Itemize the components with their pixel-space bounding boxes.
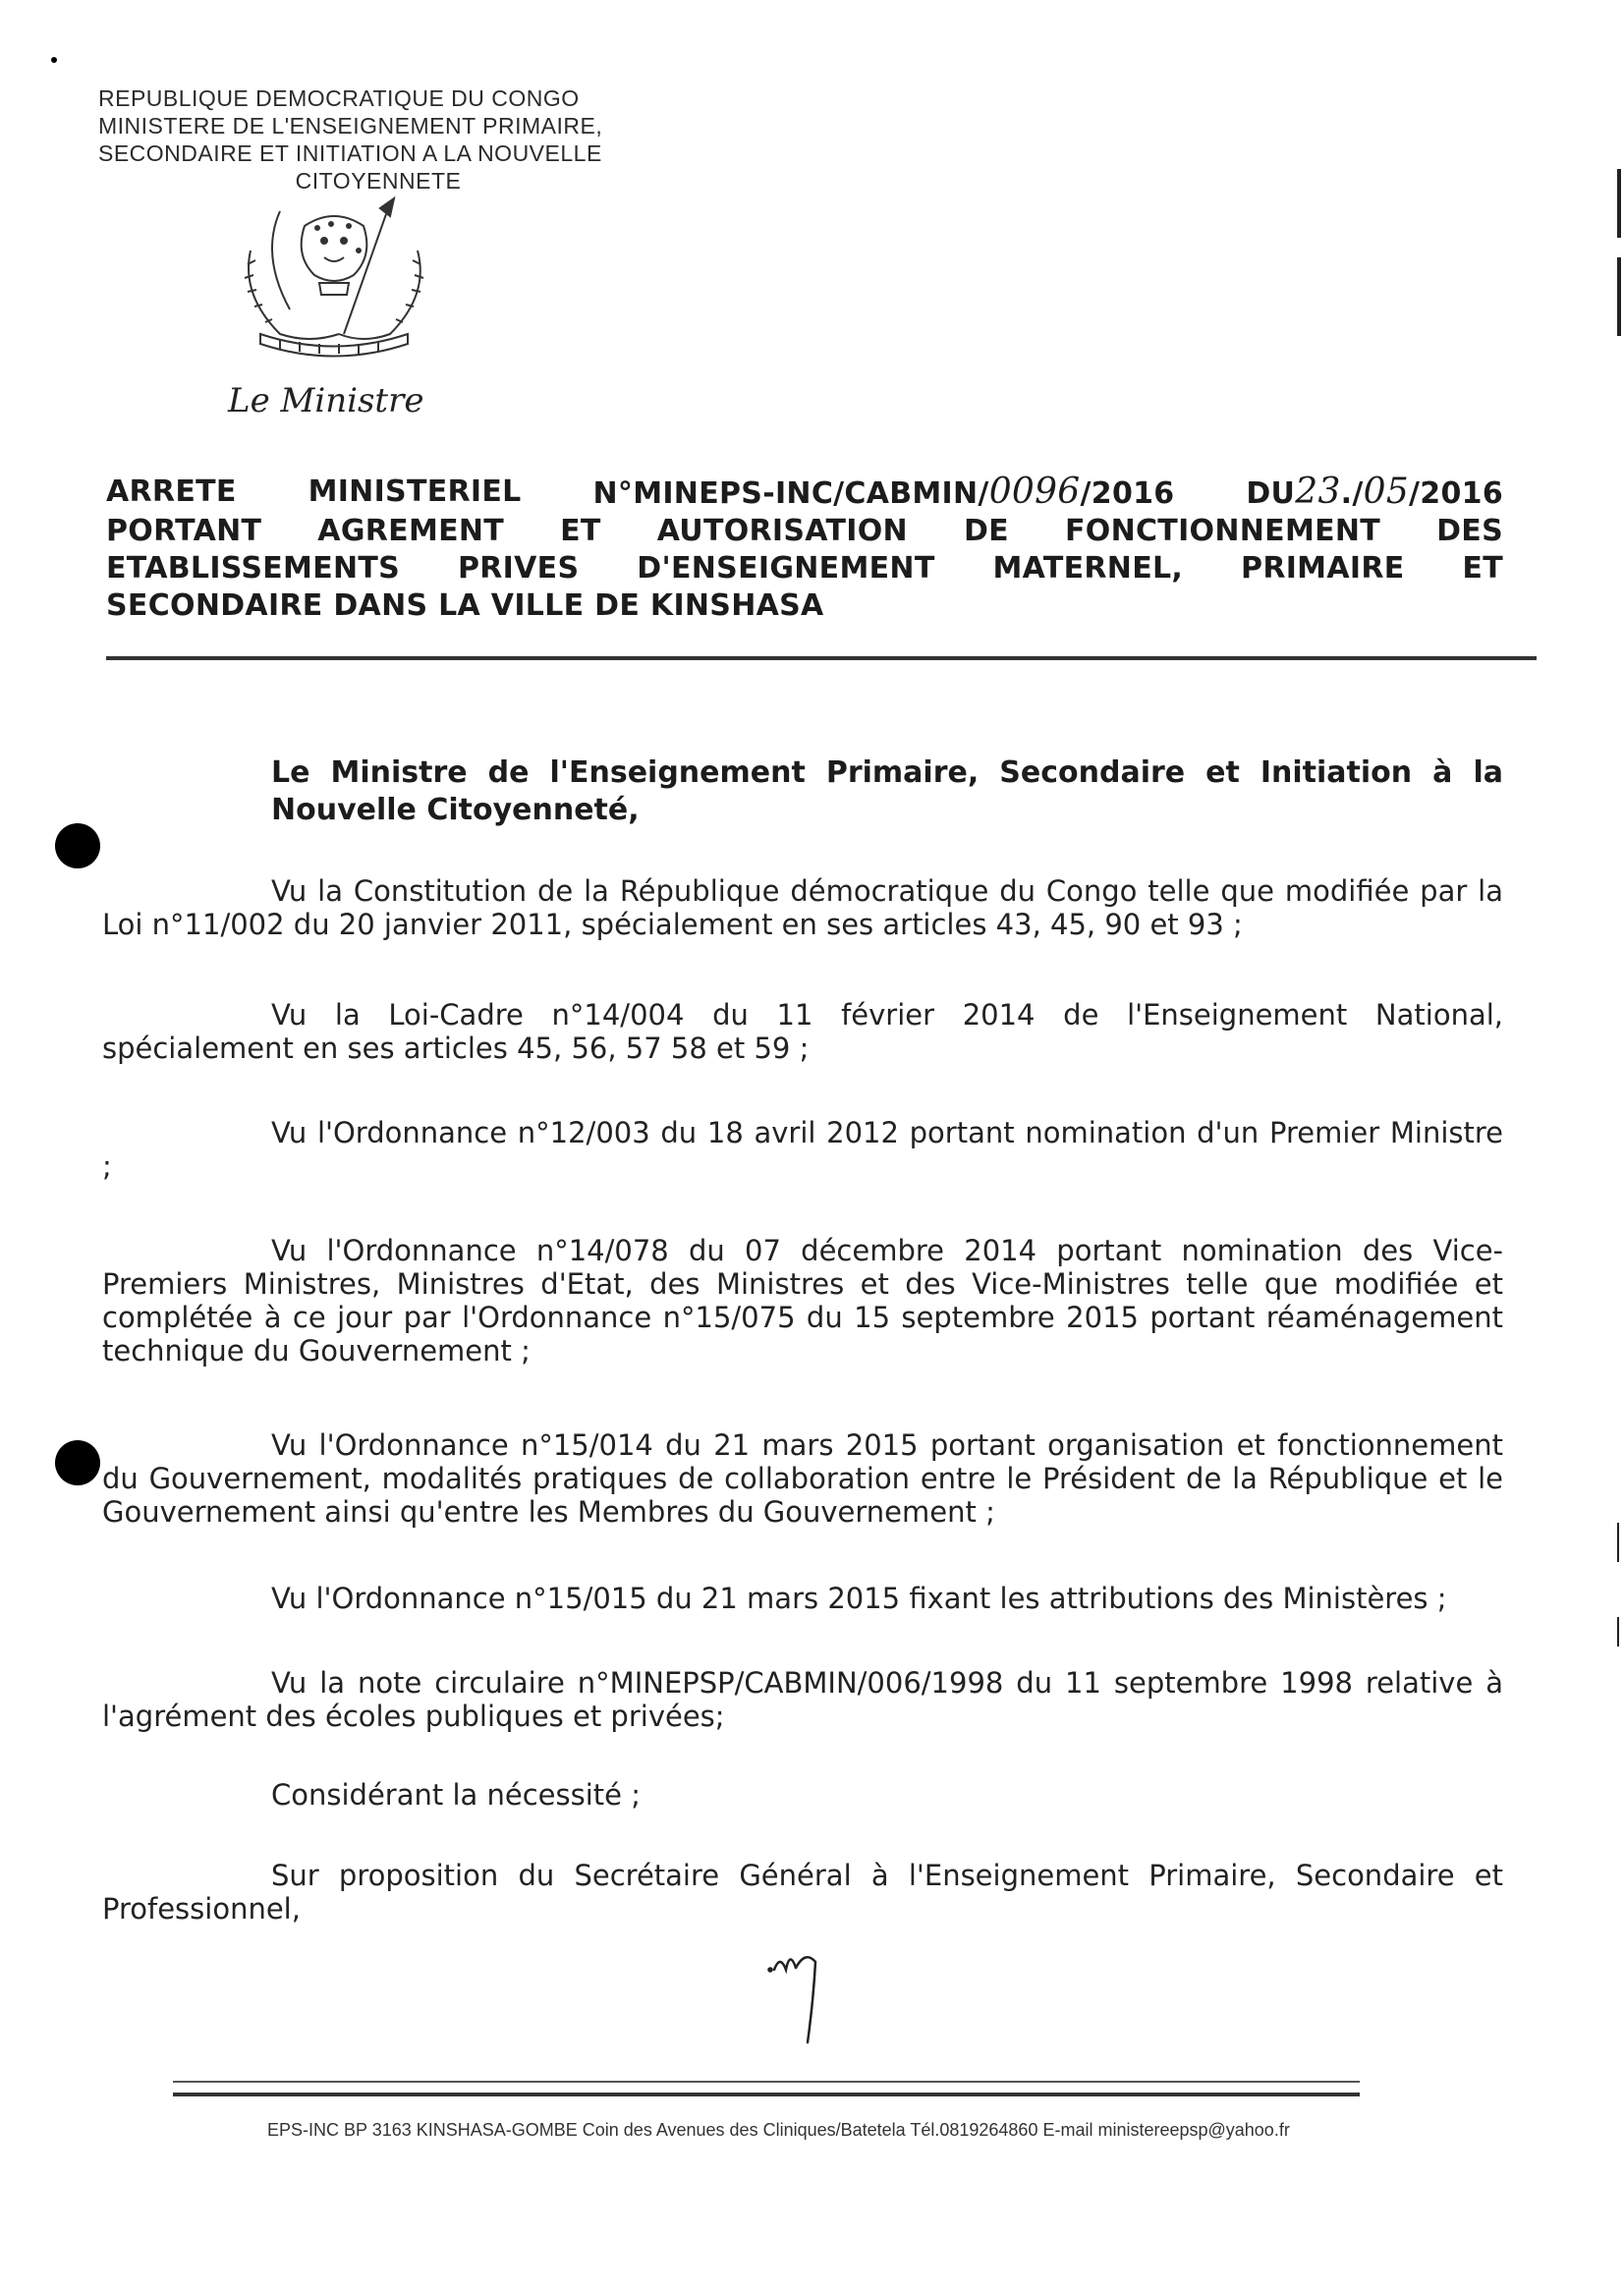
date-separator: . bbox=[1340, 476, 1353, 511]
scan-edge-mark bbox=[1617, 1523, 1619, 1562]
considerant-paragraph bbox=[102, 1116, 1503, 1183]
handwritten-initials bbox=[766, 1940, 835, 2048]
decree-number bbox=[592, 474, 1174, 513]
title-separator-rule bbox=[106, 656, 1537, 660]
considerant-paragraph bbox=[102, 1666, 1503, 1733]
considerant-paragraph bbox=[102, 1582, 1503, 1615]
paragraph-proposition: Sur proposition du Secrétaire Général à l'Enseignement Primaire, Secondaire et Professionnel, bbox=[102, 1859, 1503, 1926]
decree-year: /2016 bbox=[1080, 476, 1175, 511]
title-word-arrete: ARRETE bbox=[106, 475, 237, 509]
header-line-secondary: SECONDAIRE ET INITIATION A LA NOUVELLE bbox=[98, 140, 602, 166]
scan-edge-mark bbox=[1617, 257, 1621, 336]
scan-edge-mark bbox=[1617, 1617, 1619, 1647]
decree-title bbox=[106, 474, 1503, 625]
paragraph-constitution: Vu la Constitution de la République démocratique du Congo telle que modifiée par la Loi n°11/002 du 20 janvier 2011, spécialement en ses articles 43, 45, 90 et 93 ; bbox=[102, 874, 1503, 941]
scan-speck bbox=[51, 57, 57, 63]
paragraph-attributions: Vu l'Ordonnance n°15/015 du 21 mars 2015 fixant les attributions des Ministères ; bbox=[271, 1582, 1447, 1615]
footer-contact: EPS-INC BP 3163 KINSHASA-GOMBE Coin des Avenues des Cliniques/Batetela Tél.0819264860 E-mail ministereepsp@yahoo.fr bbox=[267, 2120, 1290, 2140]
minister-intro: Le Ministre de l'Enseignement Primaire, Secondaire et Initiation à la Nouvelle Citoyenneté, bbox=[271, 755, 1503, 827]
considerant-paragraph bbox=[102, 1428, 1503, 1529]
decree-date: DU23./05/2016 bbox=[1246, 472, 1503, 512]
footer-rule-top bbox=[173, 2081, 1360, 2083]
footer-rule-bottom bbox=[173, 2093, 1360, 2096]
header-line-ministry: MINISTERE DE L'ENSEIGNEMENT PRIMAIRE, bbox=[98, 113, 603, 139]
date-year: /2016 bbox=[1409, 476, 1503, 511]
handwritten-month: 05 bbox=[1363, 472, 1410, 512]
handwritten-day: 23 bbox=[1295, 472, 1341, 512]
considerant-paragraph bbox=[102, 874, 1503, 941]
ministry-header bbox=[98, 84, 658, 195]
considerant-paragraph bbox=[102, 998, 1503, 1065]
paragraph-premier-ministre: Vu l'Ordonnance n°12/003 du 18 avril 2012 portant nomination d'un Premier Ministre ; bbox=[102, 1116, 1503, 1183]
considerant-paragraph bbox=[102, 1778, 1503, 1812]
considerant-paragraph bbox=[102, 1859, 1503, 1926]
handwritten-decree-number: 0096 bbox=[988, 472, 1081, 512]
paragraph-note-circulaire: Vu la note circulaire n°MINEPSP/CABMIN/006/1998 du 11 septembre 1998 relative à l'agrément des écoles publiques et privées; bbox=[102, 1666, 1503, 1733]
decree-number-prefix: N°MINEPS-INC/CABMIN/ bbox=[592, 476, 989, 511]
considerant-paragraph bbox=[102, 1234, 1503, 1368]
paragraph-necessite: Considérant la nécessité ; bbox=[271, 1778, 641, 1812]
header-line-republic: REPUBLIQUE DEMOCRATIQUE DU CONGO bbox=[98, 85, 580, 111]
decree-title-line-1 bbox=[106, 474, 1503, 513]
title-word-ministeriel: MINISTERIEL bbox=[308, 475, 522, 509]
punch-hole bbox=[55, 823, 100, 868]
decree-date-prefix: DU bbox=[1246, 476, 1296, 511]
minister-signature-title: Le Ministre bbox=[228, 381, 424, 420]
paragraph-organisation: Vu l'Ordonnance n°15/014 du 21 mars 2015 portant organisation et fonctionnement du Gouvernement, modalités pratiques de collaboration entre le Président de la République et le Gouvernement ainsi qu'entre les Membres du Gouvernement ; bbox=[102, 1428, 1503, 1529]
decree-title-line-2: PORTANT AGREMENT ET AUTORISATION DE FONCTIONNEMENT DES bbox=[106, 514, 1503, 548]
decree-title-line-3: ETABLISSEMENTS PRIVES D'ENSEIGNEMENT MATERNEL, PRIMAIRE ET bbox=[106, 551, 1503, 586]
paragraph-vice-premiers: Vu l'Ordonnance n°14/078 du 07 décembre 2014 portant nomination des Vice-Premiers Ministres, Ministres d'Etat, des Ministres et des Vice-Ministres telle que modifiée et complétée à ce jour par l'Ordonnance n°15/075 du 15 septembre 2015 portant réaménagement technique du Gouvernement ; bbox=[102, 1234, 1503, 1368]
coat-of-arms-emblem bbox=[221, 196, 447, 373]
punch-hole bbox=[55, 1440, 100, 1485]
decree-title-line-4: SECONDAIRE DANS LA VILLE DE KINSHASA bbox=[106, 588, 824, 623]
paragraph-loi-cadre: Vu la Loi-Cadre n°14/004 du 11 février 2014 de l'Enseignement National, spécialement en ses articles 45, 56, 57 58 et 59 ; bbox=[102, 998, 1503, 1065]
header-line-citizenship: CITOYENNETE bbox=[295, 168, 462, 194]
scan-edge-mark bbox=[1617, 169, 1621, 238]
